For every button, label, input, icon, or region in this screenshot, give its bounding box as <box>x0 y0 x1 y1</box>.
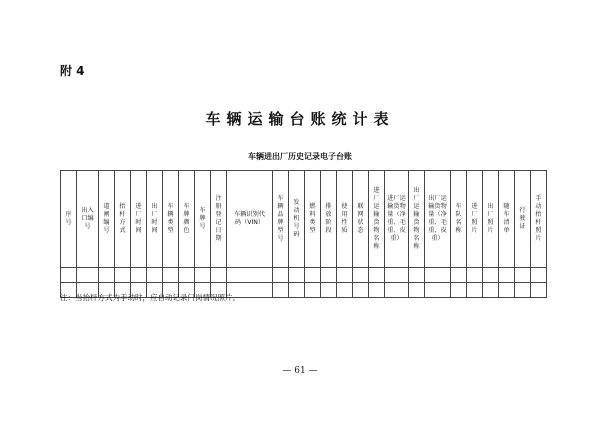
col-header-label: 车牌号 <box>199 207 206 230</box>
col-header <box>515 171 531 268</box>
col-header-label: 手动抬杆照片 <box>535 195 542 242</box>
col-header-label: 使用性质 <box>341 203 348 234</box>
col-header <box>77 171 99 268</box>
col-header <box>369 171 385 268</box>
col-header <box>305 171 321 268</box>
table-caption: 车辆进出厂历史记录电子台账 <box>248 152 352 161</box>
col-header <box>337 171 353 268</box>
col-header-label: 进厂运输货物名称 <box>373 187 380 250</box>
col-header <box>321 171 337 268</box>
col-header <box>467 171 483 268</box>
document-title: 车辆运输台账统计表 <box>205 110 395 128</box>
vehicle-ledger-table <box>60 170 547 298</box>
col-header-label: 燃料类型 <box>309 203 316 234</box>
col-header <box>409 171 425 268</box>
col-header <box>61 171 77 268</box>
col-header <box>273 171 289 268</box>
col-header-label: 联网状态 <box>357 203 364 234</box>
col-header-label: 车辆品牌型号 <box>277 195 284 242</box>
col-header <box>289 171 305 268</box>
col-header <box>425 171 451 268</box>
col-header <box>483 171 499 268</box>
col-header <box>163 171 179 268</box>
col-header-label: 出入口编号 <box>81 207 94 230</box>
col-header <box>115 171 131 268</box>
col-header-label: 进厂运输货物量（净重、毛重、皮重） <box>387 194 406 243</box>
col-header-label: 行驶证 <box>519 207 526 230</box>
col-header <box>227 171 273 268</box>
col-header <box>211 171 227 268</box>
table-row <box>61 268 547 283</box>
col-header <box>131 171 147 268</box>
col-header <box>385 171 409 268</box>
annex-label: 附 4 <box>60 64 85 78</box>
col-header-label: 随车清单 <box>503 203 510 234</box>
col-header <box>99 171 115 268</box>
col-header <box>195 171 211 268</box>
col-header-label: 排放阶段 <box>325 203 332 234</box>
col-header-label: 出厂时间 <box>151 203 158 234</box>
table-footnote: 注：当抬杆方式为手动时，应自动记录门岗情况照片。 <box>60 293 240 302</box>
col-header <box>353 171 369 268</box>
col-header-label: 出厂运输货物量（净重、毛重、皮重） <box>428 194 447 243</box>
col-header-label: 车队名称 <box>455 203 462 234</box>
col-header-label: 进厂时间 <box>135 203 142 234</box>
col-header-label: 车辆类型 <box>167 203 174 234</box>
col-header-label: 发动机号码 <box>293 199 300 238</box>
col-header <box>179 171 195 268</box>
col-header-label: 注册登记日期 <box>215 195 222 242</box>
page-number: — 61 — <box>282 366 318 376</box>
col-header-label: 进厂照片 <box>471 203 478 234</box>
col-header <box>499 171 515 268</box>
col-header-label: 出厂运输货物名称 <box>413 187 420 250</box>
col-header <box>147 171 163 268</box>
col-header-label: 序号 <box>65 211 72 226</box>
col-header <box>531 171 547 268</box>
table-header-row <box>61 171 547 268</box>
col-header <box>451 171 467 268</box>
col-header-label: 车辆识别代码（VIN） <box>234 211 265 226</box>
col-header-label: 道闸编号 <box>103 203 110 234</box>
col-header-label: 车牌颜色 <box>183 203 190 234</box>
col-header-label: 抬杆方式 <box>119 203 126 234</box>
col-header-label: 出厂照片 <box>487 203 494 234</box>
